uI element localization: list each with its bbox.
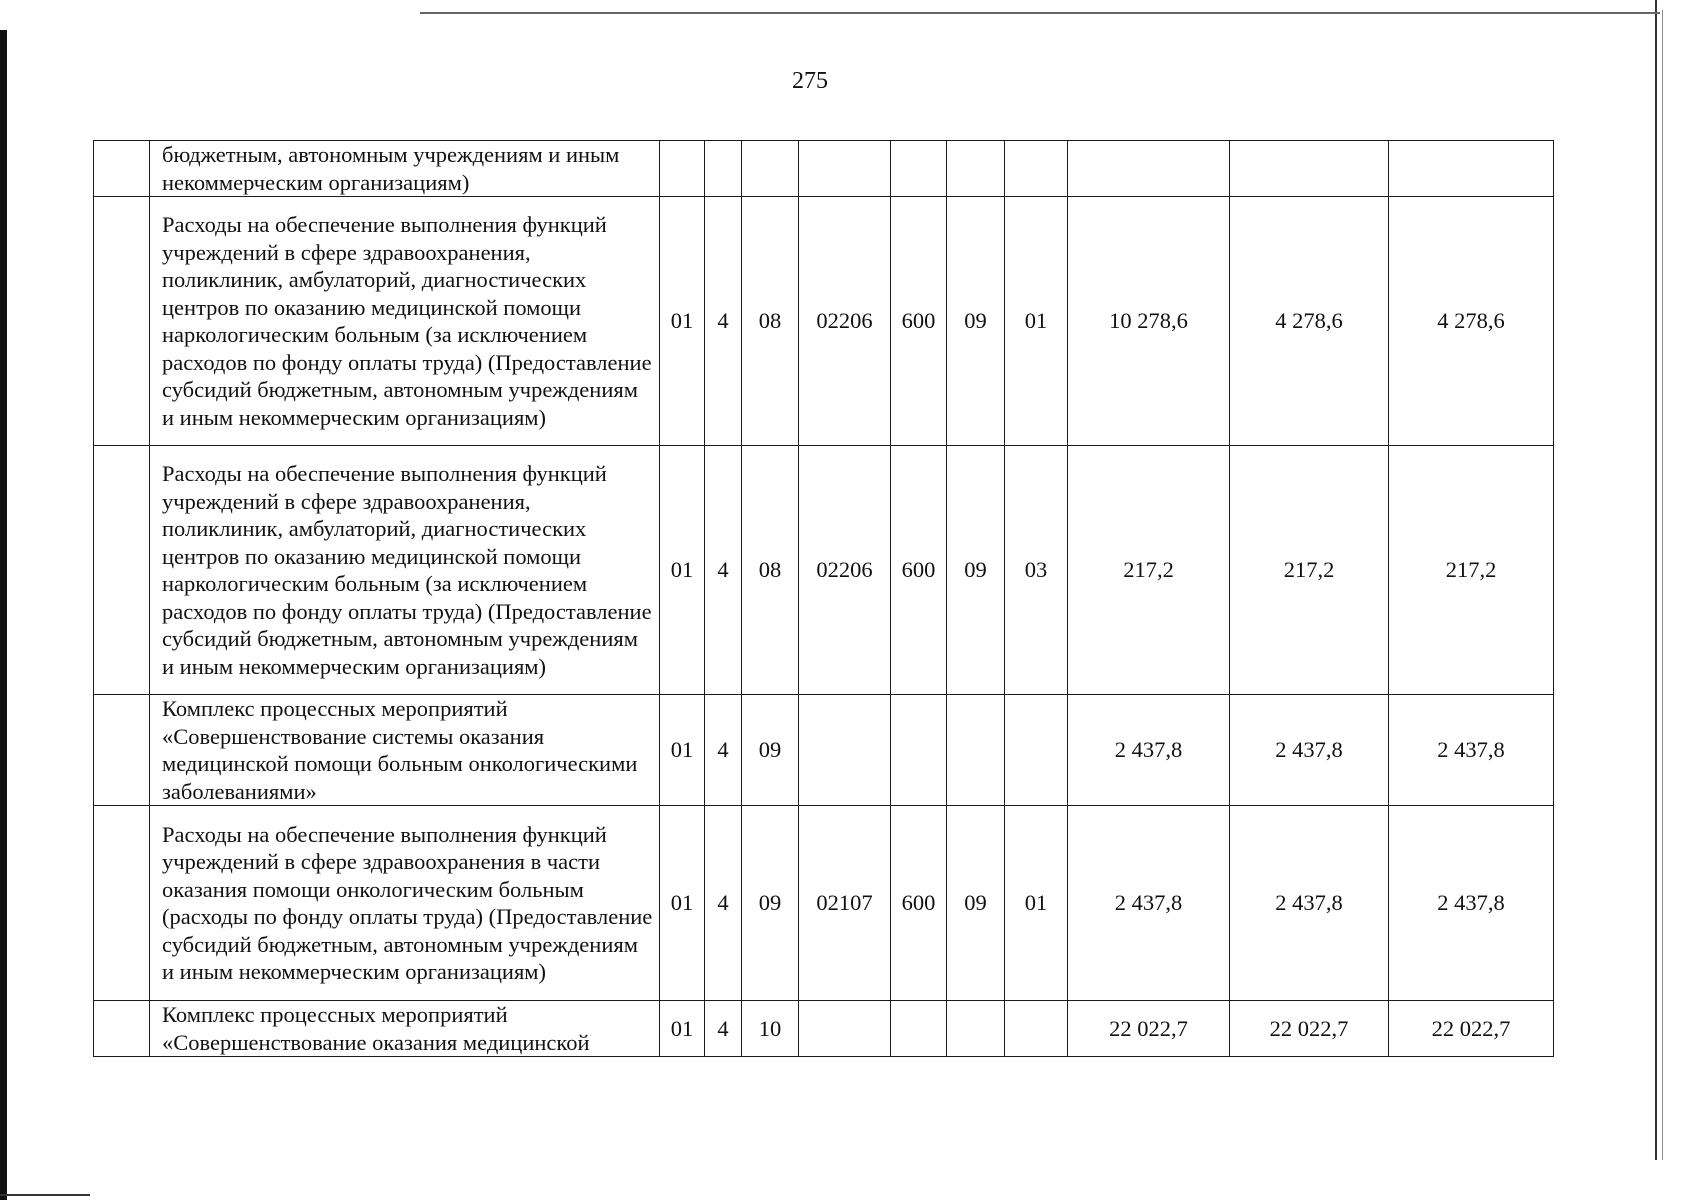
table-row — [94, 141, 1554, 197]
table-row — [94, 806, 1554, 1001]
row-index-cell — [94, 806, 150, 1001]
code-cell-5: 600 — [891, 806, 947, 1001]
code-cell-4: 02206 — [799, 197, 891, 446]
code-cell-6: 09 — [947, 806, 1005, 1001]
amount-cell-3: 2 437,8 — [1389, 695, 1554, 806]
scan-edge-left — [0, 30, 7, 1200]
amount-cell-1: 2 437,8 — [1068, 695, 1230, 806]
amount-cell-2: 2 437,8 — [1230, 695, 1389, 806]
row-index-cell — [94, 695, 150, 806]
code-cell-3: 08 — [742, 446, 799, 695]
amount-cell-2: 4 278,6 — [1230, 197, 1389, 446]
description-cell: Расходы на обеспечение выполнения функций учреждений в сфере здравоохранения, поликлиник, амбулаторий, диагностических центров по оказанию медицинской помощи наркологическим больным (за исключением расходов по фонду оплаты труда) (Предоставление субсидий бюджетным, автономным учреждениям и иным некоммерческим организациям) — [150, 446, 660, 695]
amount-cell-1: 217,2 — [1068, 446, 1230, 695]
scan-edge-right-secondary — [1662, 10, 1663, 1160]
code-cell-2: 4 — [705, 1001, 742, 1057]
amount-cell-3 — [1389, 141, 1554, 197]
row-index-cell — [94, 446, 150, 695]
amount-cell-3: 217,2 — [1389, 446, 1554, 695]
code-cell-7 — [1005, 695, 1068, 806]
description-cell: Комплекс процессных мероприятий «Совершенствование системы оказания медицинской помощи больным онкологическими заболеваниями» — [150, 695, 660, 806]
code-cell-3: 09 — [742, 806, 799, 1001]
code-cell-2: 4 — [705, 446, 742, 695]
code-cell-7 — [1005, 1001, 1068, 1057]
table-row — [94, 1001, 1554, 1057]
code-cell-2: 4 — [705, 197, 742, 446]
scan-top-rule — [420, 12, 1660, 14]
amount-cell-2: 22 022,7 — [1230, 1001, 1389, 1057]
amount-cell-3: 2 437,8 — [1389, 806, 1554, 1001]
code-cell-5: 600 — [891, 197, 947, 446]
code-cell-7 — [1005, 141, 1068, 197]
amount-cell-1: 2 437,8 — [1068, 806, 1230, 1001]
amount-cell-1: 22 022,7 — [1068, 1001, 1230, 1057]
code-cell-3: 08 — [742, 197, 799, 446]
description-cell: Расходы на обеспечение выполнения функций учреждений в сфере здравоохранения, поликлиник, амбулаторий, диагностических центров по оказанию медицинской помощи наркологическим больным (за исключением расходов по фонду оплаты труда) (Предоставление субсидий бюджетным, автономным учреждениям и иным некоммерческим организациям) — [150, 197, 660, 446]
description-cell: Расходы на обеспечение выполнения функций учреждений в сфере здравоохранения в части оказания помощи онкологическим больным (расходы по фонду оплаты труда) (Предоставление субсидий бюджетным, автономным учреждениям и иным некоммерческим организациям) — [150, 806, 660, 1001]
table-row — [94, 446, 1554, 695]
code-cell-4 — [799, 141, 891, 197]
code-cell-6: 09 — [947, 197, 1005, 446]
table-row — [94, 695, 1554, 806]
row-index-cell — [94, 141, 150, 197]
code-cell-5 — [891, 1001, 947, 1057]
code-cell-1: 01 — [660, 806, 705, 1001]
page-number: 275 — [792, 68, 828, 94]
amount-cell-2: 217,2 — [1230, 446, 1389, 695]
scan-bottom-rule — [0, 1194, 90, 1196]
table-row — [94, 197, 1554, 446]
amount-cell-1: 10 278,6 — [1068, 197, 1230, 446]
code-cell-6 — [947, 695, 1005, 806]
description-cell: бюджетным, автономным учреждениям и иным некоммерческим организациям) — [150, 141, 660, 197]
code-cell-6 — [947, 1001, 1005, 1057]
code-cell-4 — [799, 1001, 891, 1057]
code-cell-3: 10 — [742, 1001, 799, 1057]
amount-cell-3: 22 022,7 — [1389, 1001, 1554, 1057]
code-cell-2: 4 — [705, 806, 742, 1001]
row-index-cell — [94, 1001, 150, 1057]
code-cell-7: 01 — [1005, 197, 1068, 446]
code-cell-4: 02107 — [799, 806, 891, 1001]
code-cell-6 — [947, 141, 1005, 197]
code-cell-3 — [742, 141, 799, 197]
row-index-cell — [94, 197, 150, 446]
code-cell-4: 02206 — [799, 446, 891, 695]
code-cell-1 — [660, 141, 705, 197]
amount-cell-3: 4 278,6 — [1389, 197, 1554, 446]
amount-cell-2 — [1230, 141, 1389, 197]
code-cell-5 — [891, 695, 947, 806]
code-cell-7: 01 — [1005, 806, 1068, 1001]
code-cell-1: 01 — [660, 695, 705, 806]
scan-edge-right — [1655, 0, 1657, 1160]
code-cell-4 — [799, 695, 891, 806]
code-cell-7: 03 — [1005, 446, 1068, 695]
amount-cell-1 — [1068, 141, 1230, 197]
code-cell-1: 01 — [660, 1001, 705, 1057]
code-cell-2: 4 — [705, 695, 742, 806]
amount-cell-2: 2 437,8 — [1230, 806, 1389, 1001]
code-cell-1: 01 — [660, 446, 705, 695]
code-cell-2 — [705, 141, 742, 197]
code-cell-5 — [891, 141, 947, 197]
description-cell: Комплекс процессных мероприятий «Совершенствование оказания медицинской — [150, 1001, 660, 1057]
code-cell-5: 600 — [891, 446, 947, 695]
code-cell-3: 09 — [742, 695, 799, 806]
budget-table — [93, 140, 1554, 1057]
code-cell-1: 01 — [660, 197, 705, 446]
code-cell-6: 09 — [947, 446, 1005, 695]
